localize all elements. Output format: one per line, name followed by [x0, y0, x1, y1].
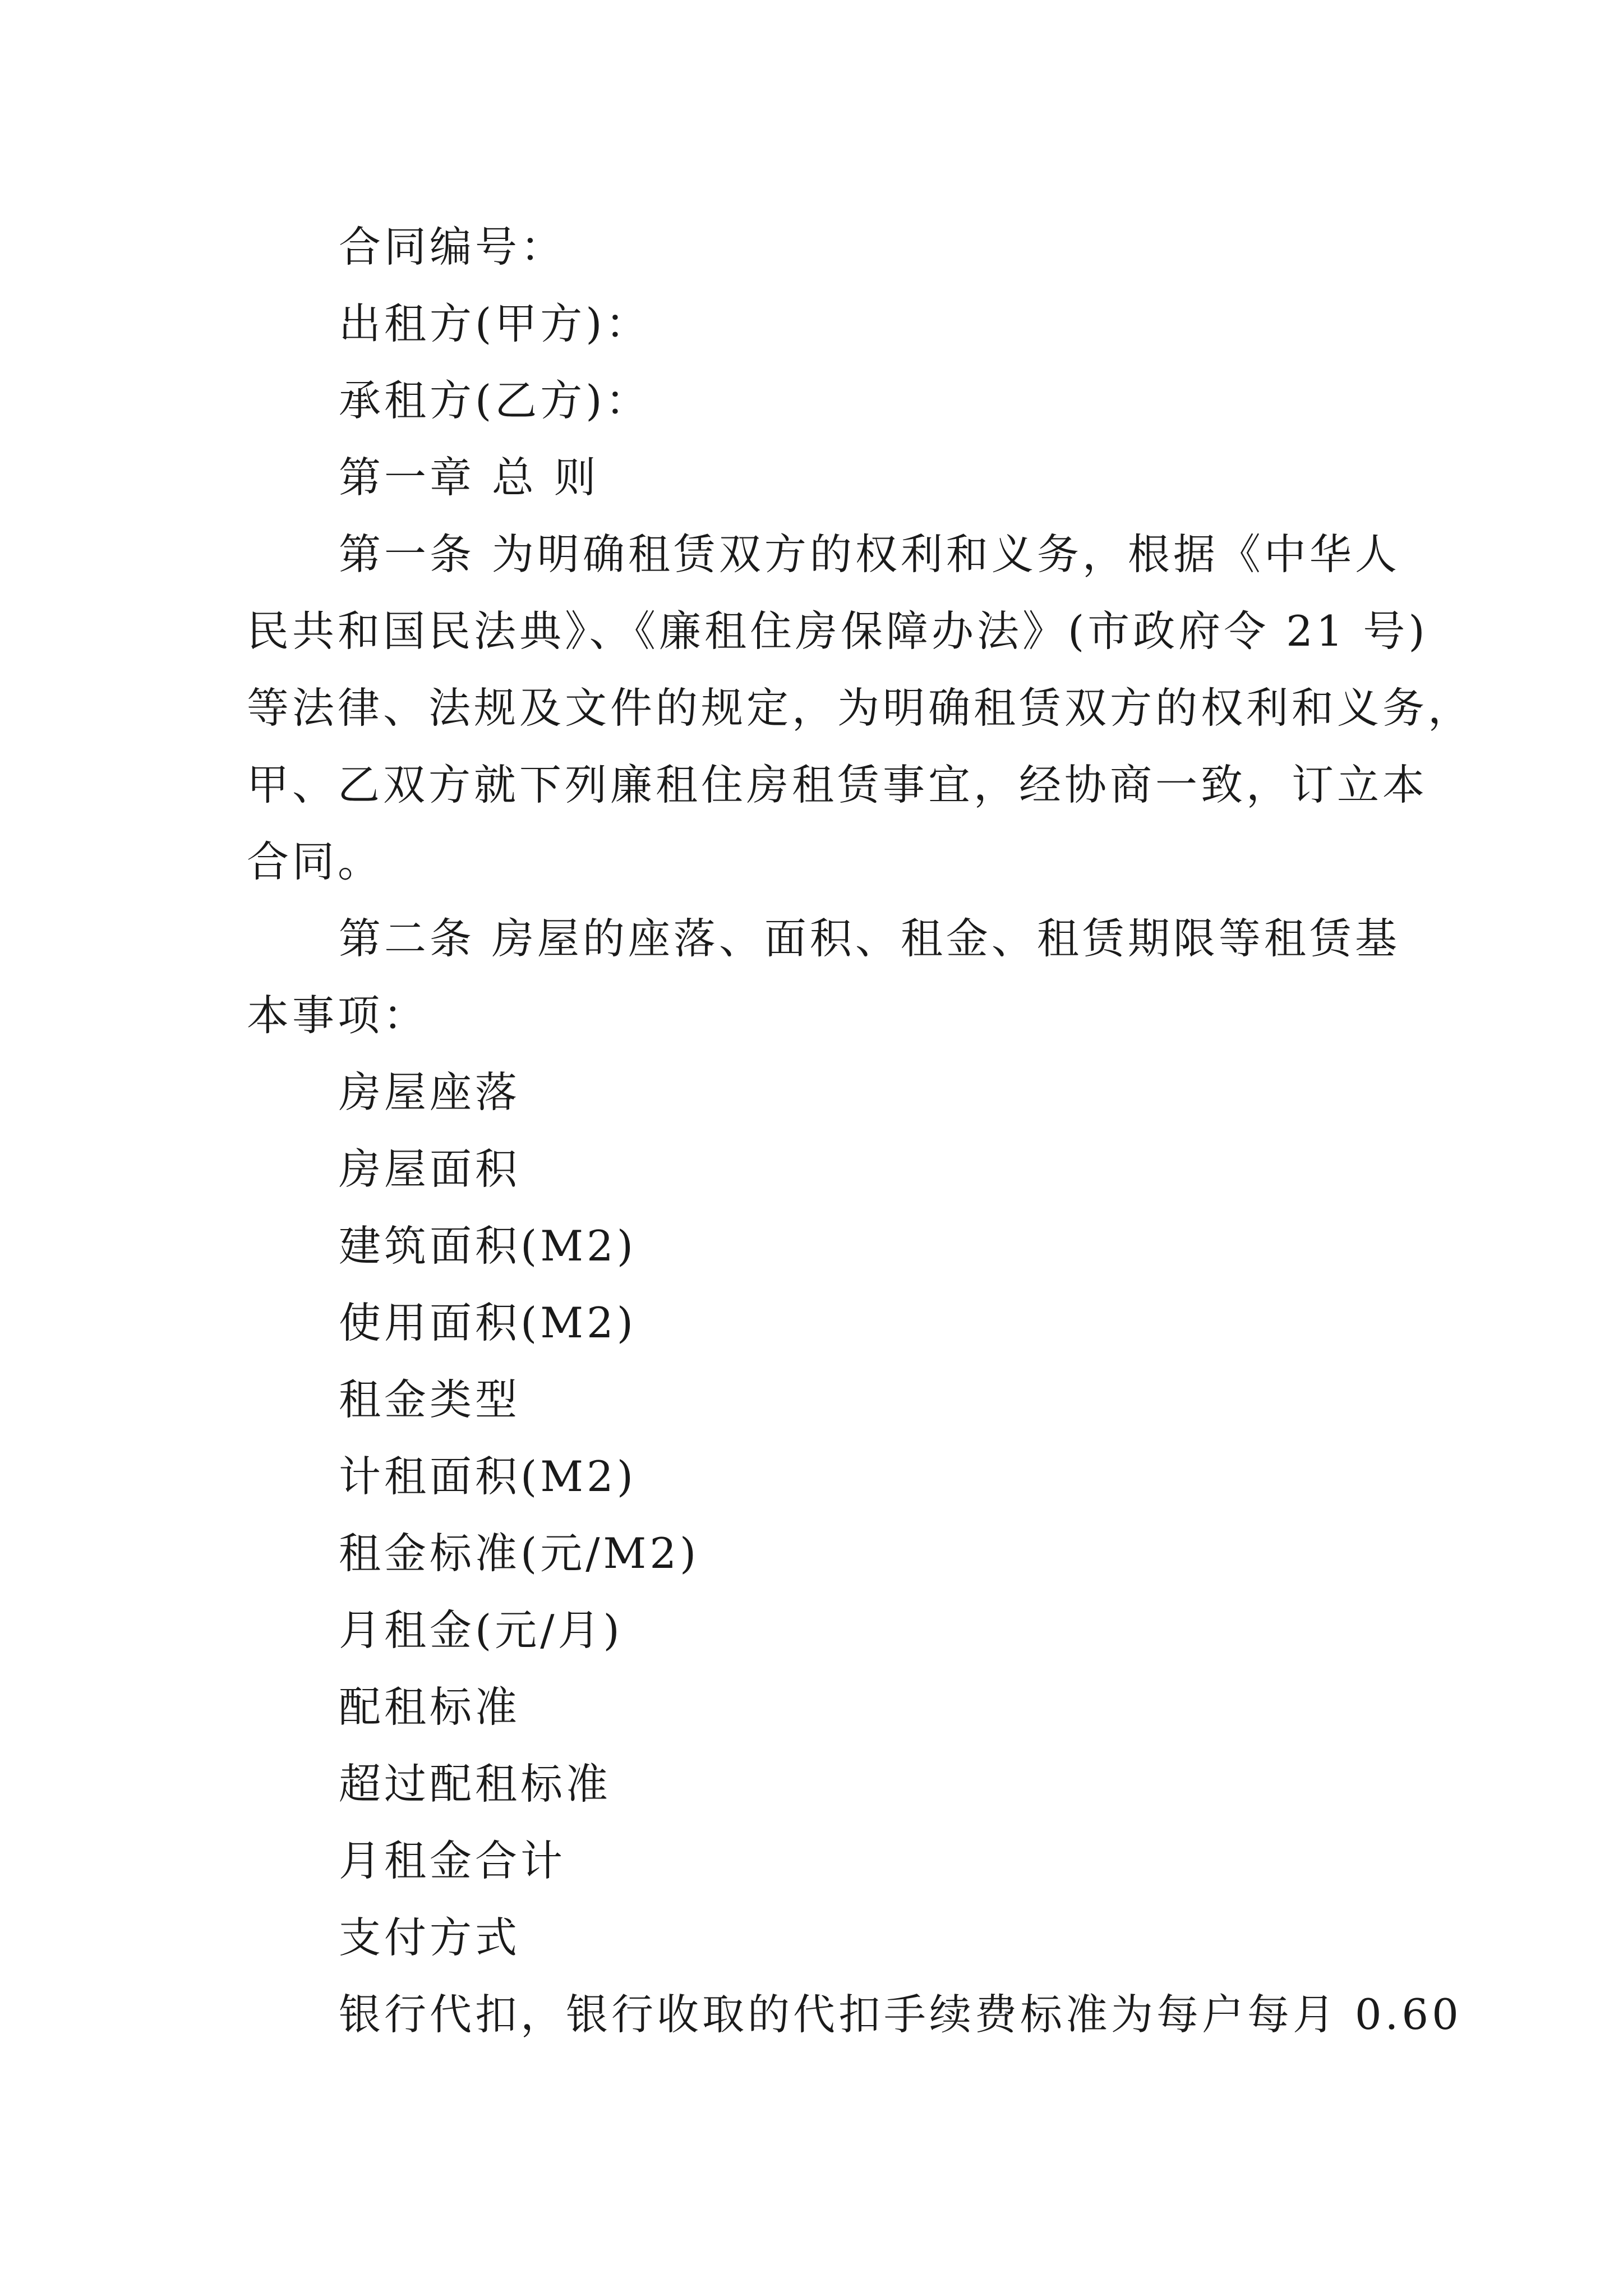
chapter-heading: 第一章 总 则	[339, 453, 600, 502]
contract-number-field: 合同编号：	[339, 222, 566, 272]
article-2-line: 本事项：	[247, 991, 429, 1040]
article-1	[247, 516, 1474, 900]
article-2	[247, 900, 1400, 1054]
payment-note-line: 银行代扣，银行收取的代扣手续费标准为每户每月 0.60	[339, 1990, 1462, 2039]
article-1-line: 甲、乙双方就下列廉租住房租赁事宜，经协商一致，订立本	[247, 760, 1428, 809]
lessor-field: 出租方(甲方)：	[339, 299, 651, 348]
list-item: 超过配租标准	[339, 1759, 612, 1809]
article-1-line: 民共和国民法典》、《廉租住房保障办法》(市政府令 21 号)	[247, 606, 1428, 656]
article-1-line: 等法律、法规及文件的规定，为明确租赁双方的权利和义务，	[247, 683, 1474, 733]
document-body	[247, 209, 1474, 2053]
article-2-line: 第二条 房屋的座落、面积、租金、租赁期限等租赁基	[339, 914, 1400, 963]
list-item: 月租金合计	[339, 1836, 566, 1885]
list-item: 月租金(元/月)	[339, 1605, 623, 1655]
list-item: 租金标准(元/M2)	[339, 1529, 700, 1578]
lessee-field: 承租方(乙方)：	[339, 376, 651, 425]
list-item: 支付方式	[339, 1913, 521, 1962]
list-item: 建筑面积(M2)	[339, 1221, 637, 1271]
list-item: 使用面积(M2)	[339, 1298, 637, 1347]
rental-items-list	[247, 1054, 1385, 1976]
list-item: 配租标准	[339, 1682, 521, 1732]
article-1-line: 第一条 为明确租赁双方的权利和义务，根据《中华人	[339, 530, 1400, 579]
list-item: 计租面积(M2)	[339, 1452, 637, 1501]
list-item: 房屋座落	[339, 1068, 521, 1117]
list-item: 租金类型	[339, 1375, 521, 1424]
list-item: 房屋面积	[339, 1144, 521, 1194]
article-1-line: 合同。	[247, 837, 384, 886]
